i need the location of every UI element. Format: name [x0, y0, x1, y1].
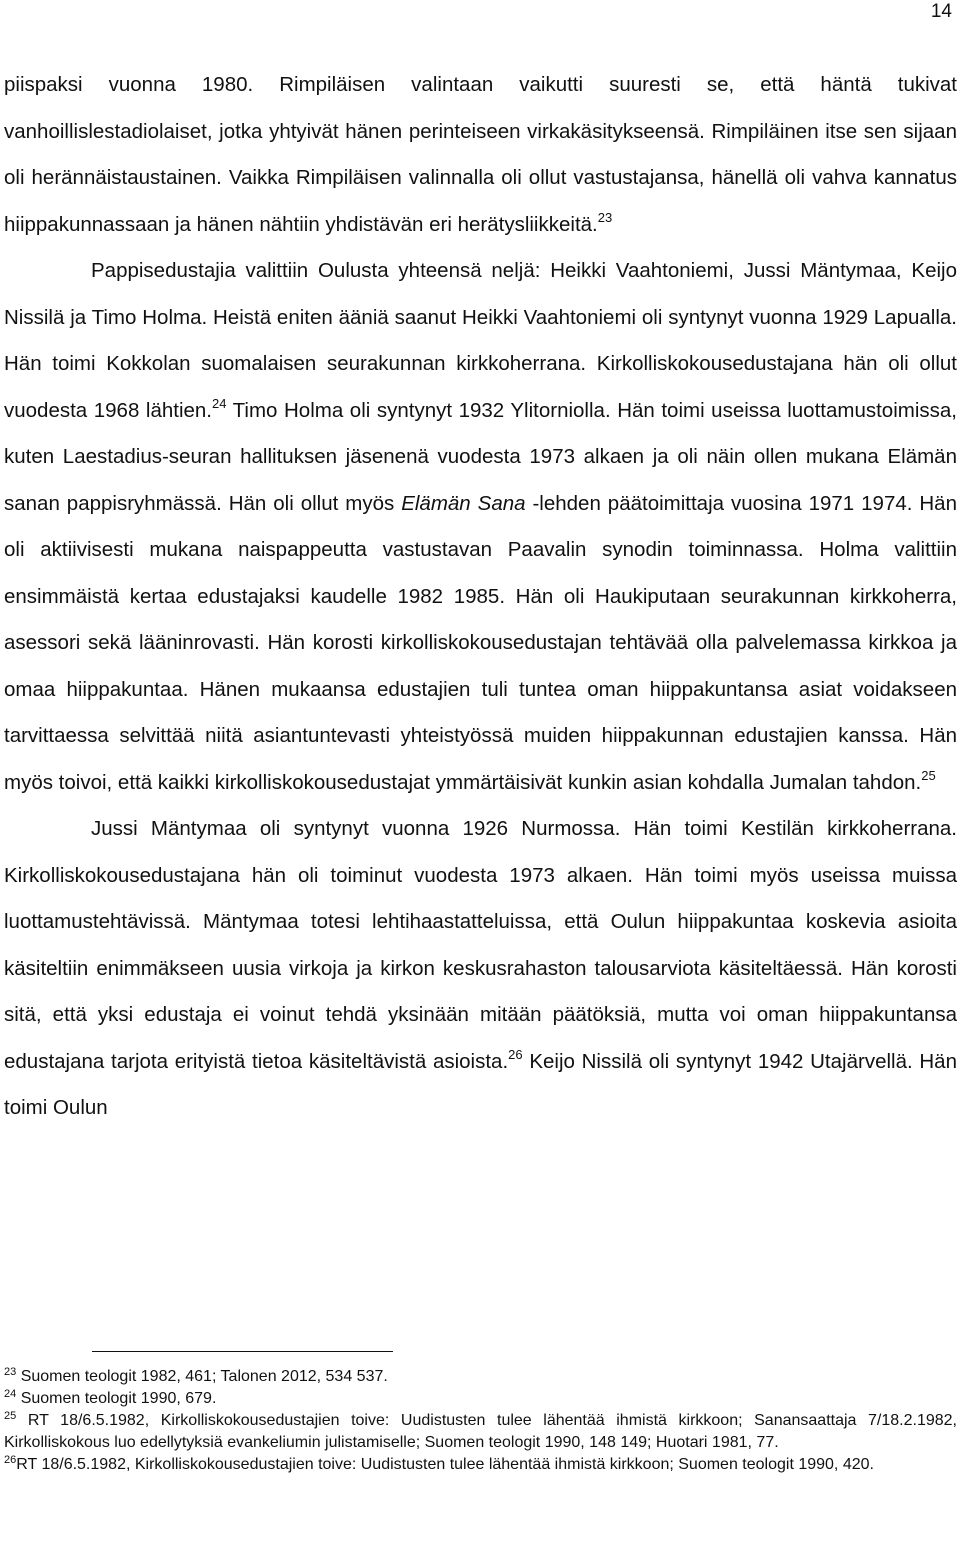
footnote-ref-25: 25 [921, 767, 936, 783]
footnote-text: Suomen teologit 1982, 461; Talonen 2012, 534 537. [16, 1368, 388, 1385]
footnote-number: 23 [4, 1366, 17, 1378]
paragraph-3-text-b: Keijo Nissilä oli syntynyt 1942 Utajärvellä. Hän toimi Oulun [4, 1049, 957, 1119]
footnotes [4, 1366, 957, 1476]
footnote-ref-23: 23 [597, 209, 613, 225]
paragraph-2-text-c: -lehden päätoimittaja vuosina 1971 1974. Hän oli aktiivisesti mukana naispappeutta vastustavan Paavalin synodin toiminnassa. Holma valittiin ensimmäistä kertaa edustajaksi kaudelle 1982 1985. Hän oli Haukiputaan seurakunnan kirkkoherra, asessori sekä lääninrovasti. Hän korosti kirkolliskokousedustajan tehtävää olla palvelemassa kirkkoa ja omaa hiippakuntaa. Hänen mukaansa edustajien tuli tuntea oman hiippakuntansa asiat voidakseen tarvittaessa selvittää niitä asiantuntevasti yhteistyössä muiden hiippakunnan edustajien kanssa. Hän myös toivoi, että kaikki kirkolliskokousedustajat ymmärtäisivät kunkin asian kohdalla Jumalan tahdon. [4, 491, 957, 794]
footnote-26 [4, 1454, 957, 1476]
footnote-number: 24 [4, 1388, 17, 1400]
footnote-ref-24: 24 [212, 395, 227, 411]
paragraph-3 [4, 806, 957, 1132]
footnote-25 [4, 1410, 957, 1454]
body-text [4, 62, 957, 1132]
publication-title: Elämän Sana [401, 491, 526, 515]
footnote-ref-26: 26 [508, 1046, 523, 1062]
paragraph-1-text: piispaksi vuonna 1980. Rimpiläisen valintaan vaikutti suuresti se, että häntä tukivat vanhoillislestadiolaiset, jotka yhtyivät hänen perinteiseen virkakäsitykseensä. Rimpiläinen itse sen sijaan oli herännäistaustainen. Vaikka Rimpiläisen valinnalla oli ollut vastustajansa, hänellä oli vahva kannatus hiippakunnassaan ja hänen nähtiin yhdistävän eri herätysliikkeitä. [4, 73, 957, 236]
footnote-separator [92, 1351, 393, 1352]
footnote-24 [4, 1388, 957, 1410]
footnote-text: Suomen teologit 1990, 679. [16, 1390, 217, 1407]
footnote-text: RT 18/6.5.1982, Kirkolliskokousedustajien toive: Uudistusten tulee lähentää ihmistä kirkkoon; Suomen teologit 1990, 420. [16, 1456, 874, 1473]
paragraph-2 [4, 248, 957, 806]
page-number: 14 [930, 1, 952, 22]
footnote-number: 25 [4, 1410, 17, 1422]
footnote-23 [4, 1366, 957, 1388]
footnote-number: 26 [4, 1454, 17, 1466]
paragraph-1 [4, 62, 957, 248]
paragraph-3-text-a: Jussi Mäntymaa oli syntynyt vuonna 1926 Nurmossa. Hän toimi Kestilän kirkkoherrana. Kirkolliskokousedustajana hän oli toiminut vuodesta 1973 alkaen. Hän toimi myös useissa muissa luottamustehtävissä. Mäntymaa totesi lehtihaastatteluissa, että Oulun hiippakuntaa koskevia asioita käsiteltiin enimmäkseen uusia virkoja ja kirkon keskusrahaston talousarviota käsiteltäessä. Hän korosti sitä, että yksi edustaja ei voinut tehdä yksinään mitään päätöksiä, mutta voi oman hiippakuntansa edustajana tarjota erityistä tietoa käsiteltävistä asioista. [4, 817, 957, 1073]
footnote-text: RT 18/6.5.1982, Kirkolliskokousedustajien toive: Uudistusten tulee lähentää ihmistä kirkkoon; Sanansaattaja 7/18.2.1982, Kirkolliskokous luo edellytyksiä evankeliumin julistamiselle; Suomen teologit 1990, 148 149; Huotari 1981, 77. [4, 1412, 957, 1451]
paragraph-2-text-a: Pappisedustajia valittiin Oulusta yhteensä neljä: Heikki Vaahtoniemi, Jussi Mäntymaa, Keijo Nissilä ja Timo Holma. Heistä eniten ääniä saanut Heikki Vaahtoniemi oli syntynyt vuonna 1929 Lapualla. Hän toimi Kokkolan suomalaisen seurakunnan kirkkoherrana. Kirkolliskokousedustajana hän oli ollut vuodesta 1968 lähtien. [4, 259, 957, 422]
paragraph-2-text-b: Timo Holma oli syntynyt 1932 Ylitorniolla. Hän toimi useissa luottamustoimissa, kuten Laestadius-seuran hallituksen jäsenenä vuodesta 1973 alkaen ja oli näin ollen mukana Elämän sanan pappisryhmässä. Hän oli ollut myös [4, 398, 957, 515]
